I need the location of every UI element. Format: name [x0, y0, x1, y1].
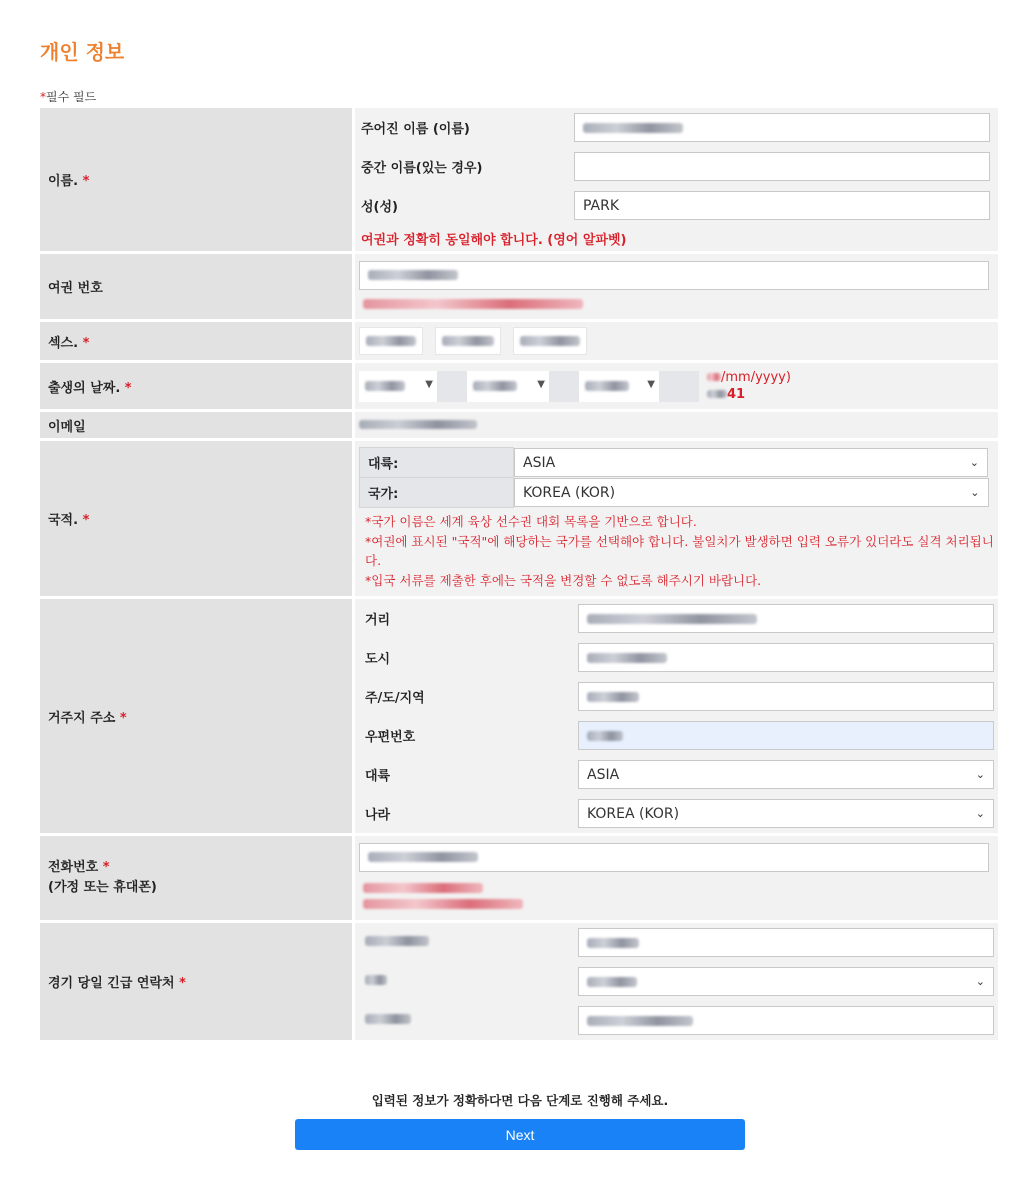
row-email: [40, 412, 998, 441]
country-label: 국가:: [360, 478, 514, 508]
surname-label: 성(성): [361, 200, 398, 215]
given-name-row: [359, 108, 994, 147]
state-label: 주/도/지역: [365, 691, 425, 706]
address-continent-label: 대륙: [365, 769, 391, 784]
chevron-down-icon: ⌄: [975, 807, 985, 820]
continent-select[interactable]: ASIA ⌄: [514, 448, 988, 477]
address-country-select[interactable]: KOREA (KOR) ⌄: [578, 799, 994, 828]
nationality-label: 국적. *: [40, 441, 355, 599]
row-name: [40, 108, 998, 254]
phone-hint-2: [363, 899, 523, 909]
emergency-name-label: [365, 936, 429, 946]
city-label: 도시: [365, 652, 391, 667]
nationality-notes: [359, 508, 994, 590]
name-passport-note: 여권과 정확히 동일해야 합니다. (영어 알파벳): [361, 232, 627, 248]
chevron-down-icon: ▼: [647, 378, 655, 390]
emergency-relation-label: [365, 975, 387, 985]
phone-sublabel: (가정 또는 휴대폰): [48, 880, 157, 895]
nationality-note-2: *여권에 표시된 "국적"에 해당하는 국가를 선택해야 합니다. 불일치가 발생하면 입력 오류가 있더라도 실격 처리됩니다.: [365, 533, 994, 568]
sex-option-female[interactable]: [435, 327, 501, 355]
row-passport: [40, 254, 998, 322]
chevron-down-icon: ⌄: [975, 975, 985, 988]
sex-option-other[interactable]: [513, 327, 587, 355]
phone-input[interactable]: [359, 843, 989, 872]
row-nationality: [40, 441, 998, 599]
required-note: [40, 88, 96, 105]
city-input[interactable]: [578, 643, 994, 672]
chevron-down-icon: ⌄: [970, 486, 980, 499]
emergency-phone-input[interactable]: [578, 1006, 994, 1035]
emergency-name-input[interactable]: [578, 928, 994, 957]
chevron-down-icon: ⌄: [975, 768, 985, 781]
passport-hint: [363, 299, 583, 309]
emergency-phone-label: [365, 1014, 411, 1024]
row-emergency: [40, 923, 998, 1043]
address-country-label: 나라: [365, 808, 391, 823]
phone-hint-1: [363, 883, 483, 893]
surname-input[interactable]: PARK: [574, 191, 990, 220]
phone-label: 전화번호 * (가정 또는 휴대폰): [40, 836, 355, 923]
zip-input[interactable]: [578, 721, 994, 750]
next-button[interactable]: Next: [295, 1119, 745, 1150]
dob-label: 출생의 날짜. *: [40, 363, 355, 412]
sex-label: 섹스. *: [40, 322, 355, 363]
nationality-note-3: *입국 서류를 제출한 후에는 국적을 변경할 수 없도록 해주시기 바랍니다.: [365, 572, 762, 588]
street-input[interactable]: [578, 604, 994, 633]
name-label: 이름. *: [40, 108, 355, 254]
row-dob: [40, 363, 998, 412]
middle-name-row: [359, 147, 994, 186]
given-name-label: 주어진 이름 (이름): [361, 122, 470, 137]
email-value: [359, 420, 477, 429]
given-name-input[interactable]: [574, 113, 990, 142]
chevron-down-icon: ⌄: [969, 456, 979, 469]
address-continent-select[interactable]: ASIA ⌄: [578, 760, 994, 789]
dob-year-select[interactable]: [579, 371, 659, 402]
address-label: 거주지 주소 *: [40, 599, 355, 836]
emergency-relation-select[interactable]: [578, 967, 994, 996]
nationality-note-1: *국가 이름은 세계 육상 선수권 대회 목록을 기반으로 합니다.: [365, 514, 697, 529]
country-select[interactable]: KOREA (KOR) ⌄: [514, 478, 989, 507]
continent-label: 대륙:: [360, 448, 514, 478]
row-address: [40, 599, 998, 836]
personal-info-form: [40, 108, 998, 1043]
dob-format-hint: /mm/yyyy): [707, 370, 791, 385]
row-sex: [40, 322, 998, 363]
row-phone: [40, 836, 998, 923]
dob-age: 41: [707, 387, 745, 402]
middle-name-input[interactable]: [574, 152, 990, 181]
chevron-down-icon: ▼: [537, 378, 545, 390]
middle-name-label: 중간 이름(있는 경우): [361, 161, 483, 176]
passport-label: 여권 번호: [40, 254, 355, 322]
sex-option-male[interactable]: [359, 327, 423, 355]
emergency-label: 경기 당일 긴급 연락처 *: [40, 923, 355, 1043]
page-title: 개인 정보: [40, 40, 125, 64]
surname-row: [359, 186, 994, 225]
dob-month-select[interactable]: [467, 371, 549, 402]
dob-day-select[interactable]: [359, 371, 437, 402]
footer-message: 입력된 정보가 정확하다면 다음 단계로 진행해 주세요.: [371, 1093, 669, 1108]
passport-input[interactable]: [359, 261, 989, 290]
required-star: *: [40, 90, 46, 104]
street-label: 거리: [365, 613, 391, 628]
state-input[interactable]: [578, 682, 994, 711]
chevron-down-icon: ▼: [425, 378, 433, 390]
email-label: 이메일: [40, 412, 355, 441]
required-note-text: 필수 필드: [46, 90, 97, 104]
zip-label: 우편번호: [365, 730, 416, 745]
